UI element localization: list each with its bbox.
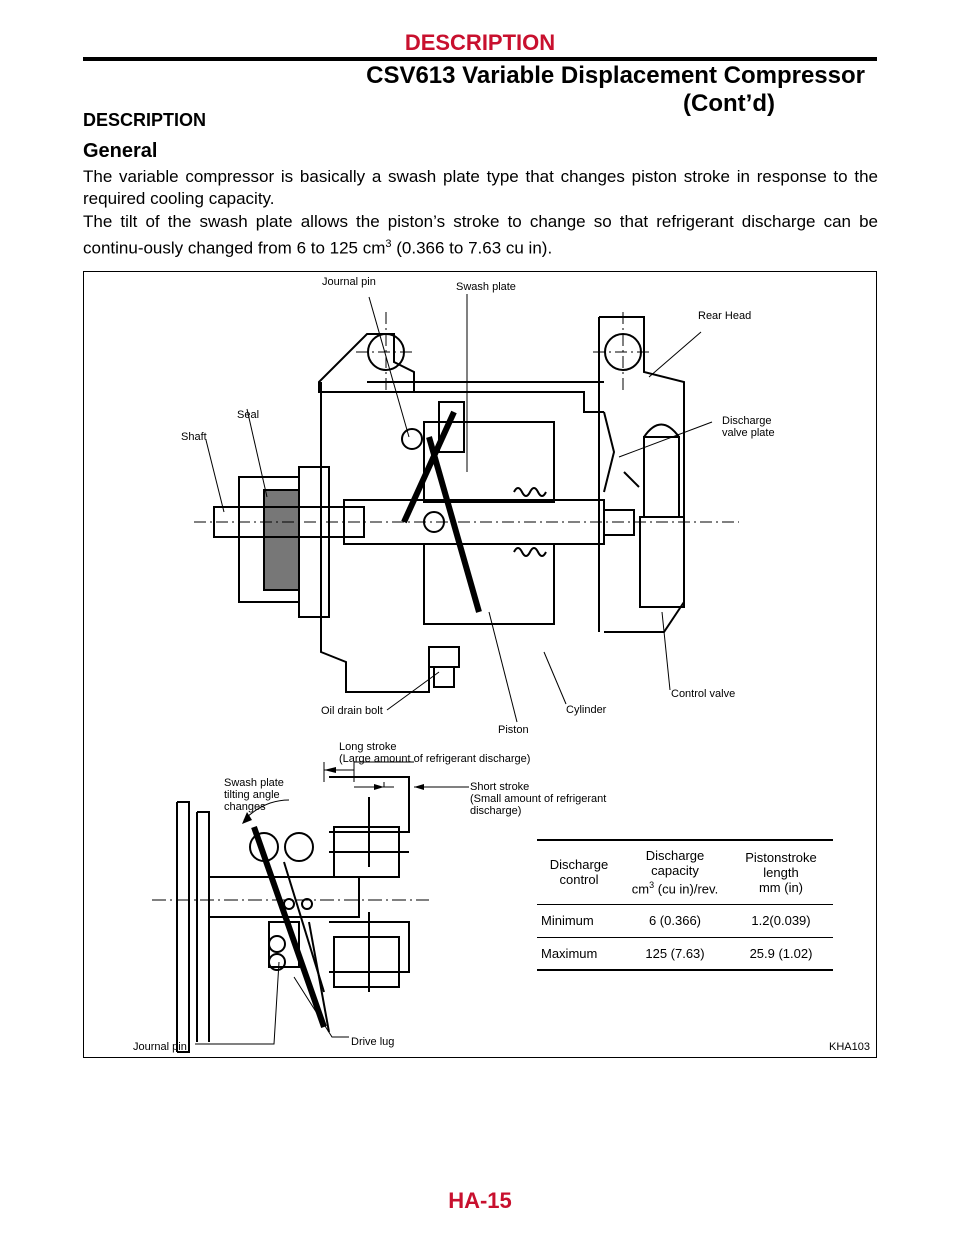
page-title-line2: (Cont’d): [683, 90, 775, 117]
label-swash-plate: Swash plate: [456, 281, 516, 293]
label-discharge-valve-plate-line1: Discharge: [722, 415, 772, 427]
col-discharge-capacity-line1: Discharge: [645, 848, 705, 864]
col-discharge-capacity-line2: capacity: [651, 863, 699, 879]
table-row: [537, 904, 833, 937]
col-piston-stroke-line3: mm (in): [758, 879, 804, 895]
label-long-stroke-line1: Long stroke: [339, 741, 397, 753]
label-swash-tilt: [224, 777, 284, 813]
table-row: [537, 937, 833, 970]
col-discharge-capacity-unit-tail: (cu in)/rev.: [654, 881, 719, 897]
label-cylinder: Cylinder: [566, 704, 607, 716]
label-piston: Piston: [498, 724, 529, 736]
page-number: HA-15: [448, 1188, 512, 1213]
label-short-stroke-line1: Short stroke: [470, 781, 530, 793]
page-title-line1: CSV613 Variable Displacement Compressor: [366, 62, 865, 89]
figure-id: KHA103: [829, 1041, 870, 1053]
label-long-stroke-line2: (Large amount of refrigerant discharge): [339, 753, 531, 765]
label-short-stroke-line3: discharge): [470, 805, 522, 817]
compressor-figure: [83, 271, 877, 1058]
cell-stroke: 25.9 (1.02): [729, 937, 833, 970]
label-short-stroke-line2: (Small amount of refrigerant: [470, 793, 607, 805]
paragraph-2: [83, 211, 878, 260]
page-title: [366, 62, 865, 118]
cell-capacity: 6 (0.366): [621, 904, 729, 937]
col-discharge-capacity-sup: 3: [649, 880, 655, 891]
label-shaft: Shaft: [181, 431, 207, 443]
label-drive-lug: Drive lug: [351, 1036, 395, 1048]
paragraph-2-tail: (0.366 to 7.63 cu in).: [391, 238, 553, 258]
label-journal-pin-bottom: Journal pin: [133, 1041, 187, 1053]
label-swash-tilt-line2: tilting angle: [224, 789, 280, 801]
label-discharge-valve-plate: [722, 415, 775, 439]
col-discharge-control: [537, 840, 621, 904]
col-discharge-control-line2: control: [559, 872, 599, 888]
section-header: DESCRIPTION: [404, 30, 556, 55]
paragraph-2-sup: 3: [385, 238, 392, 250]
label-swash-tilt-line3: changes: [224, 801, 266, 813]
label-swash-tilt-line1: Swash plate: [224, 777, 284, 789]
label-journal-pin-top: Journal pin: [322, 276, 376, 288]
label-long-stroke: [339, 741, 530, 765]
cell-control: Minimum: [537, 904, 621, 937]
col-piston-stroke: [729, 840, 833, 904]
paragraph-1: The variable compressor is basically a swash plate type that changes piston stroke in response to the required cooling capacity.: [83, 167, 878, 208]
subsection-heading: General: [83, 140, 158, 162]
col-discharge-capacity: [621, 840, 729, 904]
cell-stroke: 1.2(0.039): [729, 904, 833, 937]
paragraph-2-text: The tilt of the swash plate allows the piston’s stroke to change so that refrigerant discharge can be continu-ously changed from 6 to 125 cm: [83, 212, 878, 258]
label-short-stroke: [470, 781, 606, 817]
col-discharge-control-line1: Discharge: [549, 857, 609, 873]
label-rear-head: Rear Head: [698, 310, 752, 322]
cell-control: Maximum: [537, 937, 621, 970]
cell-capacity: 125 (7.63): [621, 937, 729, 970]
section-heading: DESCRIPTION: [83, 110, 207, 130]
label-discharge-valve-plate-line2: valve plate: [722, 427, 775, 439]
label-control-valve: Control valve: [671, 688, 736, 700]
col-discharge-capacity-line3: [625, 878, 725, 896]
discharge-spec-table: [537, 839, 833, 971]
col-piston-stroke-line1: Pistonstroke: [745, 849, 817, 865]
label-seal: Seal: [237, 409, 260, 421]
col-piston-stroke-line2: length: [763, 864, 799, 880]
col-discharge-capacity-unit: cm: [631, 881, 650, 897]
label-oil-drain-bolt: Oil drain bolt: [321, 705, 383, 717]
table-header-row: [537, 840, 833, 904]
header-rule: [83, 57, 877, 61]
